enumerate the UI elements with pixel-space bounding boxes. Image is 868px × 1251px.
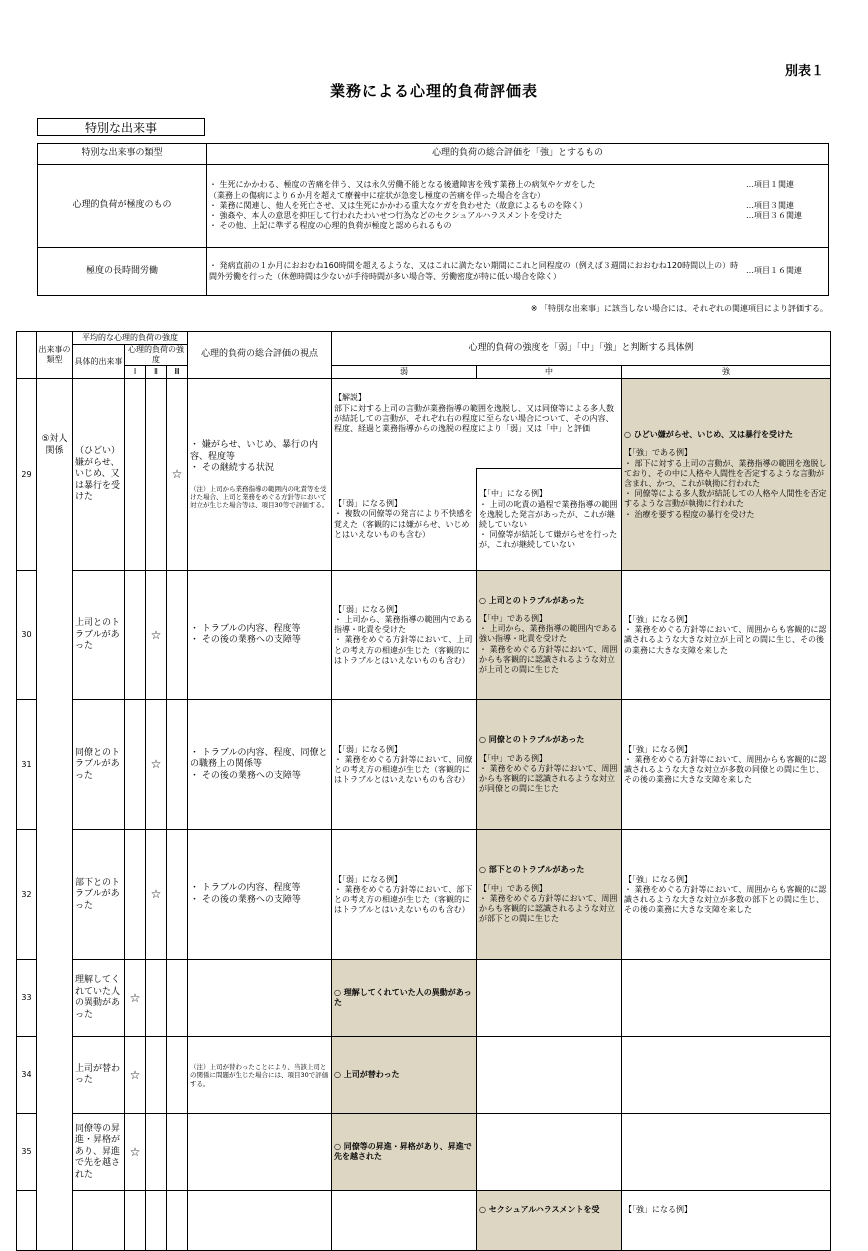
lv2-cell [146,1191,167,1251]
table-row [17,830,831,960]
lv1-star: ☆ [125,960,146,1037]
special-row-label: 心理的負荷が極度のもの [38,165,207,248]
event-cell [73,1191,125,1251]
lv1-star: ☆ [125,1037,146,1114]
mid-heading: ○ 上司とのトラブルがあった [479,595,585,605]
lv3-cell [167,830,188,960]
row-number: 29 [17,379,37,571]
event-cell: （ひどい）嫌がらせ、いじめ、又は暴行を受けた [73,379,125,571]
lv2-star: ☆ [146,830,167,960]
view-cell: ・ トラブルの内容、程度、同僚との職務上の関係等 ・ その後の業務への支障等 [188,700,332,830]
lv3-cell [167,571,188,700]
special-item [209,221,826,231]
h-avg: 平均的な心理的負荷の強度 [73,332,188,345]
strong-cell [622,1114,831,1191]
h-strength: 心理的負荷の強度 [125,345,188,366]
event-cell: 同僚等の昇進・昇格があり、昇進で先を越された [73,1114,125,1191]
event-cell: 理解してくれていた人の異動があった [73,960,125,1037]
mid-text: 【「中」である例】 ・ 上司から、業務指導の範囲内である強い指導・叱責を受けた ・ 業務をめぐる方針等において、周囲からも客観的に認識されるような対立が上司との間に生じた [479,613,618,675]
section-title: 特別な出来事 [37,118,205,136]
special-col-eval: 心理的負荷の総合評価を「強」とするもの [207,144,829,165]
special-row-extreme [38,165,829,248]
mid-heading: ○ 部下とのトラブルがあった [479,865,585,875]
weak-cell: ○ 理解してくれていた人の異動があった [332,960,477,1037]
h-mid: 中 [477,366,622,379]
h-type: 出来事の類型 [37,332,73,379]
view-cell [188,1114,332,1191]
mid-cell [477,1037,622,1114]
special-row-items [207,165,829,248]
strong-cell: 【「強」になる例】 ・ 業務をめぐる方針等において、周囲からも客観的に認識されるような大きな対立が多数の同僚との間に生じ、その後の業務に大きな支障を来した [622,700,831,830]
weak-cell: ○ 上司が替わった [332,1037,477,1114]
h-view: 心理的負荷の総合評価の視点 [188,332,332,379]
view-cell [188,960,332,1037]
row-number: 32 [17,830,37,960]
lv3-cell [167,1037,188,1114]
lv3-cell [167,1114,188,1191]
lv3-cell [167,960,188,1037]
special-header-row [38,144,829,165]
special-item-text: ・ 発病直前の１か月におおむね160時間を超えるような、又はこれに満たない期間にこれと同程度の（例えば３週間におおむね120時間以上の）時間外労働を行った（休憩時間は少ないが手待時間が多い場合等、労働密度が特に低い場合を除く） [209,261,739,281]
table-row [17,1037,831,1114]
special-events-table [37,143,829,296]
lv2-star: ☆ [146,571,167,700]
lv3-star: ☆ [167,379,188,571]
weak-cell: 【「弱」になる例】 ・ 業務をめぐる方針等において、部下との考え方の相違が生じた（客観的にはトラブルとはいえないものも含む） [332,830,477,960]
special-item-ref [740,221,826,231]
h-event: 具体的出来事 [73,345,125,379]
special-row-label: 極度の長時間労働 [38,248,207,296]
mid-cell [477,960,622,1037]
evaluation-table [16,331,831,1251]
special-item-text: ・ 生死にかかわる、極度の苦痛を伴う、又は永久労働不能となる後遺障害を残す業務上の病気やケガをした （業務上の傷病により６か月を超えて療養中に症状が急変し極度の苦痛を伴った場合を含む） [209,180,596,200]
h-blank [17,332,37,379]
view-note: （注）上司が替わったことにより、当該上司との関係に問題が生じた場合には、項目30で評価する。 [188,1037,332,1114]
weak-cell: ○ 同僚等の昇進・昇格があり、昇進で先を越された [332,1114,477,1191]
lv1-cell [125,1191,146,1251]
lv1-cell [125,830,146,960]
mid-cell: ○ セクシュアルハラスメントを受 [477,1191,622,1251]
mid-cell [477,1114,622,1191]
h-weak: 弱 [332,366,477,379]
view-cell [188,1191,332,1251]
table-row [17,960,831,1037]
special-item-text: ・ その他、上記に準ずる程度の心理的負荷が極度と認められるもの [209,221,452,231]
event-cell: 部下とのトラブルがあった [73,830,125,960]
lv1-cell [125,700,146,830]
strong-cell [622,1037,831,1114]
h-strong: 強 [622,366,831,379]
event-cell: 上司が替わった [73,1037,125,1114]
mid-cell [477,571,622,700]
category-cell: ⑤対人関係 [37,379,73,1251]
appendix-label: 別表１ [784,64,824,79]
view-note: （注）上司から業務指導の範囲内の叱責等を受けた場合、上司と業務をめぐる方針等において対立が生じた場合等は、項目30等で評価する。 [190,484,329,510]
table-row [17,1114,831,1191]
special-item [209,180,826,200]
mid-text: 【「中」である例】 ・ 業務をめぐる方針等において、周囲からも客観的に認識されるような対立が部下との間に生じた [479,883,618,924]
special-item-text: ・ 強姦や、本人の意思を抑圧して行われたわいせつ行為などのセクシュアルハラスメントを受けた [209,211,563,221]
table-row [17,379,831,469]
special-item-ref: …項目１関連 [746,180,794,190]
lv2-star: ☆ [146,700,167,830]
view-cell: ・ トラブルの内容、程度等 ・ その後の業務への支障等 [188,830,332,960]
h-lv2: Ⅱ [146,366,167,379]
mid-heading: ○ 同僚とのトラブルがあった [479,735,585,745]
weak-cell [332,1191,477,1251]
special-row-items [207,248,829,296]
mid-text: 【「中」である例】 ・ 業務をめぐる方針等において、周囲からも客観的に認識されるような対立が同僚との間に生じた [479,753,618,794]
special-note: ※ 「特別な出来事」に該当しない場合には、それぞれの関連項目により評価する。 [530,304,828,313]
view-text: ・ 嫌がらせ、いじめ、暴行の内容、程度等 ・ その継続する状況 [190,440,318,474]
weak-cell: 【「弱」になる例】 ・ 業務をめぐる方針等において、同僚との考え方の相違が生じた（客観的にはトラブルとはいえないものも含む） [332,700,477,830]
lv3-cell [167,700,188,830]
special-item-text: ・ 業務に関連し、他人を死亡させ、又は生死にかかわる重大なケガを負わせた（故意によるものを除く） [209,200,588,210]
page-title: 業務による心理的負荷評価表 [329,82,538,100]
mid-cell [477,830,622,960]
special-item-ref: …項目３関連 [746,200,794,210]
mid-cell: 【「中」になる例】 ・ 上司の叱責の過程で業務指導の範囲を逸脱した発言があったが、これが継続していない ・ 同僚等が結託して嫌がらせを行ったが、これが継続していない [477,469,622,571]
row-number: 30 [17,571,37,700]
h-lv3: Ⅲ [167,366,188,379]
row-number: 35 [17,1114,37,1191]
header-row-1 [17,332,831,345]
table-row [17,1191,831,1251]
lv2-cell [146,1114,167,1191]
lv1-cell [125,571,146,700]
row-number: 31 [17,700,37,830]
special-item [209,201,826,211]
special-col-type: 特別な出来事の類型 [38,144,207,165]
row-number [17,1191,37,1251]
row-number: 33 [17,960,37,1037]
table-row [17,571,831,700]
special-item [209,211,826,221]
lv1-star: ☆ [125,1114,146,1191]
header-row-3 [17,366,831,379]
h-examples: 心理的負荷の強度を「弱」「中」「強」と判断する具体例 [332,332,831,366]
lv1-cell [125,379,146,571]
view-cell [188,379,332,571]
strong-cell [622,960,831,1037]
lv2-cell [146,1037,167,1114]
strong-text: 【「強」である例】 ・ 部下に対する上司の言動が、業務指導の範囲を逸脱しており、その中に人格や人間性を否定するような言動が含まれ、かつ、これが執拗に行われた ・ 同僚等による多人数が結託しての人格や人間性を否定するような言動が執拗に行われた ・ 治療を要する程度の暴行を受けた [624,448,827,519]
event-cell: 上司とのトラブルがあった [73,571,125,700]
row-number: 34 [17,1037,37,1114]
strong-cell: 【「強」になる例】 [622,1191,831,1251]
mid-cell [477,700,622,830]
commentary-cell: 【解説】 部下に対する上司の言動が業務指導の範囲を逸脱し、又は同僚等による多人数が結託しての言動が、それぞれ右の程度に至らない場合について、その内容、程度、経過と業務指導からの逸脱の程度により「弱」又は「中」と評価 [332,379,622,469]
lv2-cell [146,960,167,1037]
strong-cell [622,379,831,571]
table-row [17,700,831,830]
strong-heading: ○ ひどい嫌がらせ、いじめ、又は暴行を受けた [624,430,793,440]
special-item [209,261,826,281]
special-row-long-hours [38,248,829,296]
special-item-ref: …項目１６関連 [746,266,802,276]
weak-cell: 【「弱」になる例】 ・ 複数の同僚等の発言により不快感を覚えた（客観的には嫌がらせ、いじめとはいえないものも含む） [332,469,477,571]
lv2-cell [146,379,167,571]
event-cell: 同僚とのトラブルがあった [73,700,125,830]
lv3-cell [167,1191,188,1251]
special-item-ref: …項目３６関連 [746,211,802,221]
h-lv1: Ⅰ [125,366,146,379]
strong-cell: 【「強」になる例】 ・ 業務をめぐる方針等において、周囲からも客観的に認識されるような大きな対立が上司との間に生じ、その後の業務に大きな支障を来した [622,571,831,700]
strong-cell: 【「強」になる例】 ・ 業務をめぐる方針等において、周囲からも客観的に認識されるような大きな対立が多数の部下との間に生じ、その後の業務に大きな支障を来した [622,830,831,960]
view-cell: ・ トラブルの内容、程度等 ・ その後の業務への支障等 [188,571,332,700]
weak-cell: 【「弱」になる例】 ・ 上司から、業務指導の範囲内である指導・叱責を受けた ・ 業務をめぐる方針等において、上司との考え方の相違が生じた（客観的にはトラブルとはいえないものも含む） [332,571,477,700]
